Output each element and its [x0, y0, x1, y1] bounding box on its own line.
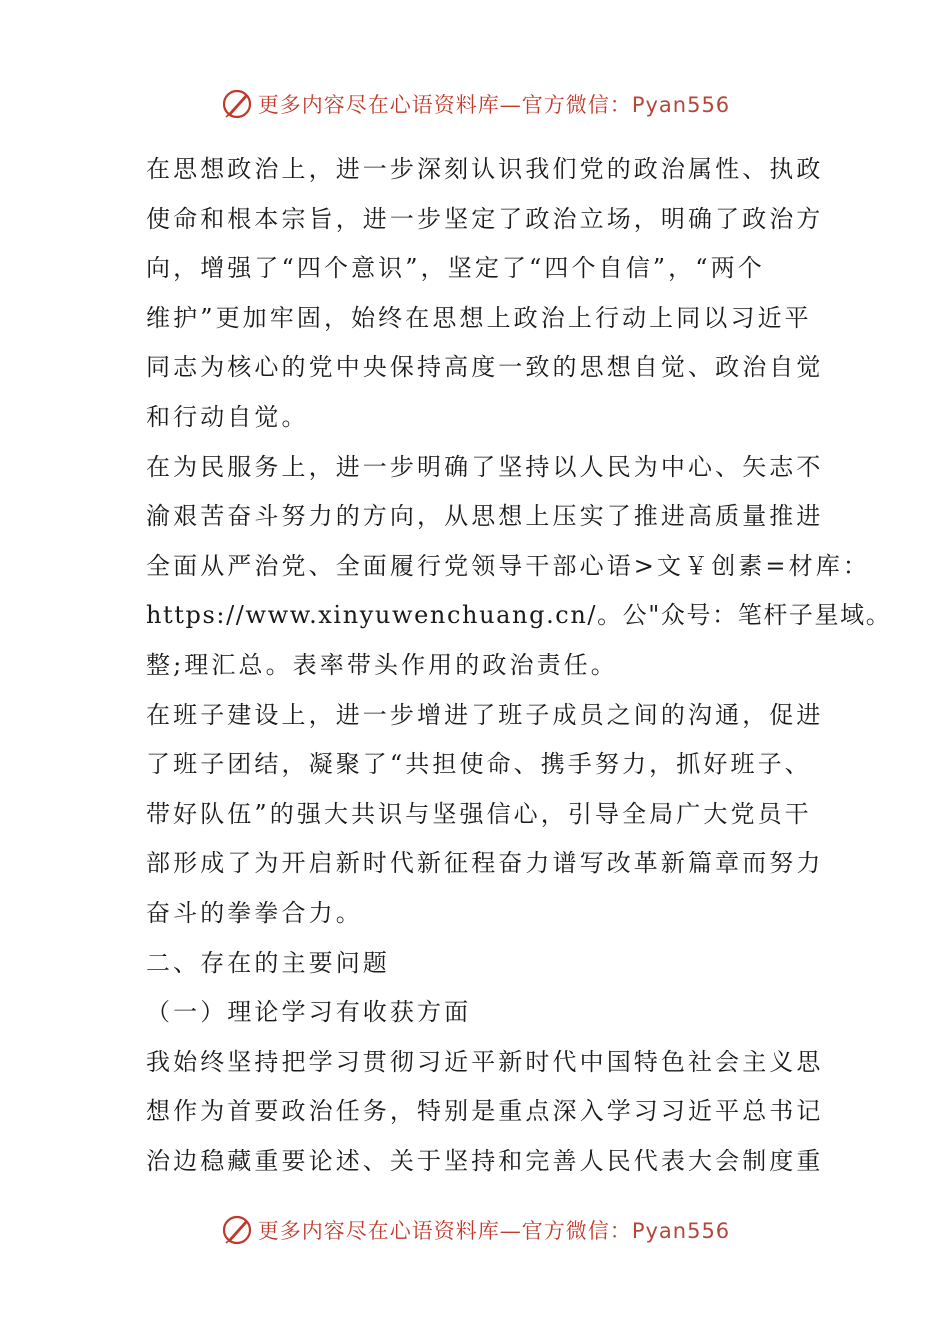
body-line: 向，增强了“四个意识”，坚定了“四个自信”，“两个 [146, 254, 765, 283]
header-banner [0, 84, 950, 124]
header-banner-text [258, 89, 730, 119]
footer-wechat-id: Pyan556 [631, 1219, 731, 1243]
body-line: 在班子建设上，进一步增进了班子成员之间的沟通，促进 [146, 700, 824, 729]
body-line: 想作为首要政治任务，特别是重点深入学习习近平总书记 [146, 1097, 824, 1126]
pen-circle-logo-icon [220, 87, 254, 121]
body-line: 和行动自觉。 [146, 402, 309, 431]
body-line: 整;理汇总。表率带头作用的政治责任。 [146, 650, 618, 679]
body-line: 渝艰苦奋斗努力的方向，从思想上压实了推进高质量推进 [146, 502, 824, 531]
body-line: 在思想政治上，进一步深刻认识我们党的政治属性、执政 [146, 155, 824, 183]
header-wechat-id: Pyan556 [631, 93, 731, 117]
subsection-heading: （一）理论学习有收获方面 [146, 998, 472, 1027]
body-line: 奋斗的拳拳合力。 [146, 898, 363, 927]
body-line-url[interactable]: https://www.xinyuwenchuang.cn/。公"众号：笔杆子星域。 [146, 601, 892, 630]
body-line: 同志为核心的党中央保持高度一致的思想自觉、政治自觉 [146, 353, 824, 382]
footer-banner-main: 更多内容尽在心语资料库—官方微信： [257, 1219, 632, 1243]
pen-circle-logo-icon [220, 1213, 254, 1247]
footer-banner [0, 1210, 950, 1250]
body-line: 了班子团结，凝聚了“共担使命、携手努力，抓好班子、 [146, 750, 812, 779]
footer-banner-text [258, 1215, 730, 1245]
header-banner-main: 更多内容尽在心语资料库—官方微信： [257, 93, 632, 117]
body-line: 我始终坚持把学习贯彻习近平新时代中国特色社会主义思 [146, 1047, 824, 1076]
document-body [146, 145, 892, 1186]
body-line: 维护”更加牢固，始终在思想上政治上行动上同以习近平 [146, 303, 812, 332]
body-line: 带好队伍”的强大共识与坚强信心，引导全局广大党员干 [146, 799, 812, 828]
body-line: 治边稳藏重要论述、关于坚持和完善人民代表大会制度重 [146, 1146, 824, 1175]
section-heading: 二、存在的主要问题 [146, 948, 390, 977]
body-line: 部形成了为开启新时代新征程奋力谱写改革新篇章而努力 [146, 849, 824, 878]
body-line: 全面从严治党、全面履行党领导干部心语>文￥创素=材库： [146, 551, 870, 580]
body-line: 使命和根本宗旨，进一步坚定了政治立场，明确了政治方 [146, 204, 824, 233]
body-line: 在为民服务上，进一步明确了坚持以人民为中心、矢志不 [146, 452, 824, 481]
